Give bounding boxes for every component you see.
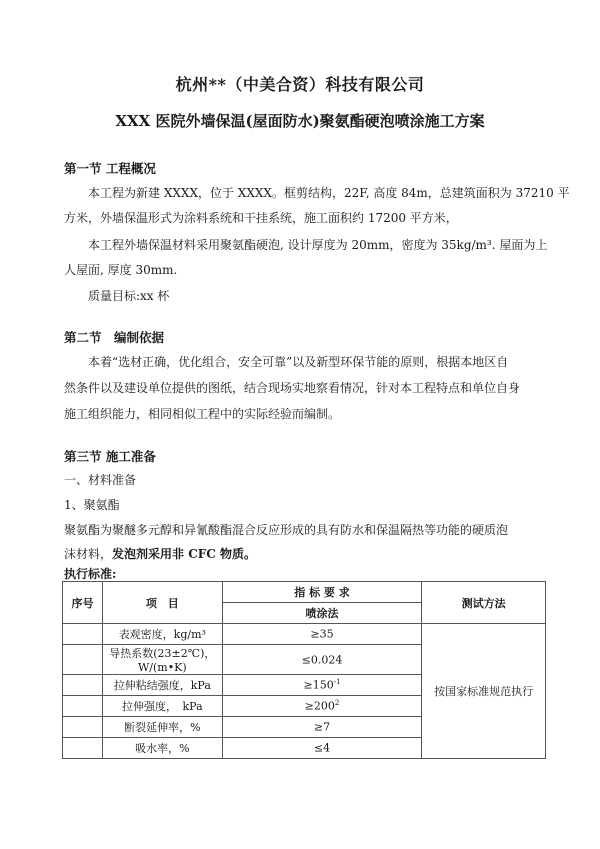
section1-paragraph2-line2: 人屋面, 厚度 30mm. (64, 263, 178, 277)
row-no (63, 738, 103, 759)
section3-paragraph-line2 (64, 545, 256, 562)
header-index: 指 标 要 求 (222, 582, 422, 603)
row-no (63, 675, 103, 696)
row-value: ≤0.024 (222, 645, 422, 675)
section3-subheading-materials: 一、材料准备 (64, 473, 137, 487)
company-title: 杭州**（中美合资）科技有限公司 (175, 75, 425, 94)
row-item: 拉伸粘结强度，kPa (102, 675, 222, 696)
header-test-method: 测试方法 (422, 582, 546, 624)
section3-paragraph-bold: 发泡剂采用非 CFC 物质。 (112, 547, 256, 561)
section2-line3: 施工组织能力，相同相似工程中的实际经验而编制。 (64, 407, 341, 421)
table-row (63, 624, 546, 645)
document-title: XXX 医院外墙保温(屋面防水)聚氨酯硬泡喷涂施工方案 (115, 112, 485, 130)
header-no: 序号 (63, 582, 103, 624)
section3-heading: 第三节 施工准备 (64, 449, 156, 464)
section1-paragraph2-line1: 本工程外墙保温材料采用聚氨酯硬泡, 设计厚度为 20mm，密度为 35kg/m³. 屋面为上 (88, 238, 548, 252)
row-value: $\ge 150^{-1}$ (222, 675, 422, 696)
section3-paragraph-line1: 聚氨酯为聚醚多元醇和异氰酸酯混合反应形成的具有防水和保温隔热等功能的硬质泡 (64, 523, 509, 537)
row-no (63, 645, 103, 675)
header-spray-method: 喷涂法 (222, 603, 422, 624)
section1-paragraph1-line1: 本工程为新建 XXXX，位于 XXXX。框剪结构，22F, 高度 84m，总建筑面积为 37210 平 (88, 186, 570, 200)
row-value: $\ge 200^2$ (222, 696, 422, 717)
row-no (63, 717, 103, 738)
section3-subheading-polyurethane: 1、聚氨酯 (64, 498, 120, 512)
row-value: ≥35 (222, 624, 422, 645)
row-test-method: 按国家标准规范执行 (422, 624, 546, 759)
section1-heading: 第一节 工程概况 (64, 161, 156, 176)
standard-label: 执行标准: (64, 567, 117, 581)
row-item: 断裂延伸率，% (102, 717, 222, 738)
row-item: 吸水率，% (102, 738, 222, 759)
header-item: 项 目 (102, 582, 222, 624)
section3-paragraph-normal: 沫材料， (64, 547, 113, 561)
section1-quality-target: 质量目标:xx 杯 (88, 289, 170, 303)
section1-paragraph1-line2: 方米，外墙保温形式为涂料系统和干挂系统，施工面积约 17200 平方米， (64, 211, 458, 225)
row-no (63, 696, 103, 717)
section2-heading: 第二节 编制依据 (64, 330, 165, 345)
row-no (63, 624, 103, 645)
row-value: ≤4 (222, 738, 422, 759)
row-value: ≥7 (222, 717, 422, 738)
section2-line2: 然条件以及建设单位提供的图纸，结合现场实地察看情况，针对本工程特点和单位自身 (64, 381, 521, 395)
spec-table (62, 581, 546, 759)
section2-line1: 本着“选材正确，优化组合，安全可靠”以及新型环保节能的原则，根据本地区自 (88, 355, 509, 369)
row-item: 表观密度，kg/m³ (102, 624, 222, 645)
row-item: 导热系数(23±2℃)，W/(m•K) (102, 645, 222, 675)
row-item: 拉伸强度， kPa (102, 696, 222, 717)
